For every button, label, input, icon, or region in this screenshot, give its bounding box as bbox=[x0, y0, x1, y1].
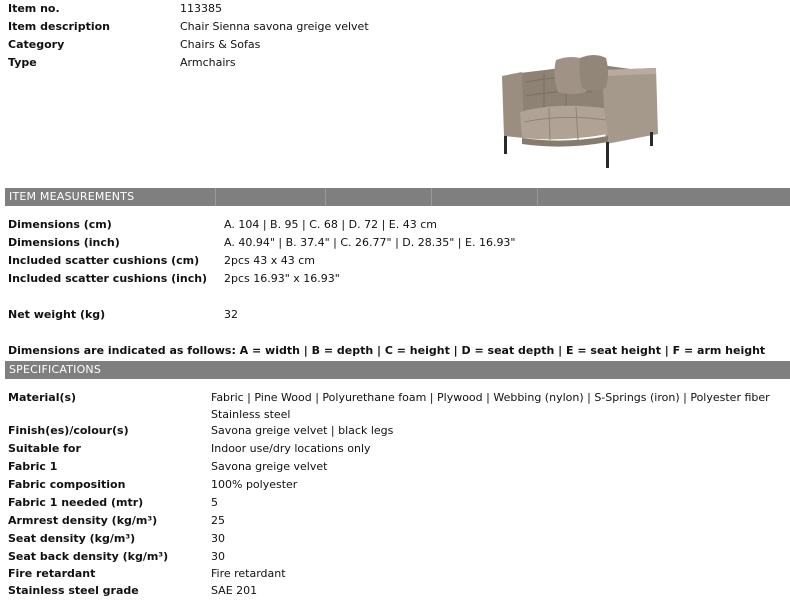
dimensions-inch-label: Dimensions (inch) bbox=[8, 236, 120, 249]
seat-density-label: Seat density (kg/m³) bbox=[8, 532, 136, 545]
armchair-product-image bbox=[494, 52, 664, 170]
dimensions-legend-note: Dimensions are indicated as follows: A = width | B = depth | C = height | D = seat depth | E = seat height | F = arm height bbox=[8, 344, 766, 357]
suitable-for-value: Indoor use/dry locations only bbox=[211, 442, 371, 455]
stainless-steel-grade-label: Stainless steel grade bbox=[8, 584, 139, 597]
scatter-cushions-cm-label: Included scatter cushions (cm) bbox=[8, 254, 200, 267]
item-no-label: Item no. bbox=[8, 2, 60, 15]
materials-value-continued: Stainless steel bbox=[211, 408, 291, 421]
seat-back-density-value: 30 bbox=[211, 550, 225, 563]
dimensions-inch-value: A. 40.94" | B. 37.4" | C. 26.77" | D. 28.35" | E. 16.93" bbox=[224, 236, 516, 249]
fabric-1-value: Savona greige velvet bbox=[211, 460, 328, 473]
fabric-needed-value: 5 bbox=[211, 496, 218, 509]
header-divider bbox=[537, 188, 538, 206]
finish-colour-label: Finish(es)/colour(s) bbox=[8, 424, 129, 437]
armchair-icon bbox=[494, 52, 664, 170]
specifications-title: SPECIFICATIONS bbox=[9, 363, 102, 376]
header-divider bbox=[431, 188, 432, 206]
header-divider bbox=[215, 188, 216, 206]
materials-value: Fabric | Pine Wood | Polyurethane foam | Plywood | Webbing (nylon) | S-Springs (iron) | Polyester fiber bbox=[211, 391, 770, 404]
scatter-cushions-inch-value: 2pcs 16.93" x 16.93" bbox=[224, 272, 340, 285]
category-label: Category bbox=[8, 38, 65, 51]
item-measurements-header bbox=[5, 188, 790, 206]
dimensions-cm-label: Dimensions (cm) bbox=[8, 218, 112, 231]
fire-retardant-value: Fire retardant bbox=[211, 567, 286, 580]
suitable-for-label: Suitable for bbox=[8, 442, 81, 455]
net-weight-value: 32 bbox=[224, 308, 238, 321]
type-label: Type bbox=[8, 56, 37, 69]
type-value: Armchairs bbox=[180, 56, 236, 69]
stainless-steel-grade-value: SAE 201 bbox=[211, 584, 258, 597]
dimensions-cm-value: A. 104 | B. 95 | C. 68 | D. 72 | E. 43 cm bbox=[224, 218, 437, 231]
net-weight-label: Net weight (kg) bbox=[8, 308, 106, 321]
item-description-label: Item description bbox=[8, 20, 110, 33]
scatter-cushions-cm-value: 2pcs 43 x 43 cm bbox=[224, 254, 316, 267]
fabric-composition-value: 100% polyester bbox=[211, 478, 298, 491]
finish-colour-value: Savona greige velvet | black legs bbox=[211, 424, 394, 437]
header-divider bbox=[325, 188, 326, 206]
armrest-density-value: 25 bbox=[211, 514, 225, 527]
fabric-1-label: Fabric 1 bbox=[8, 460, 58, 473]
seat-back-density-label: Seat back density (kg/m³) bbox=[8, 550, 169, 563]
specifications-header bbox=[5, 361, 790, 379]
fabric-needed-label: Fabric 1 needed (mtr) bbox=[8, 496, 144, 509]
fabric-composition-label: Fabric composition bbox=[8, 478, 126, 491]
item-no-value: 113385 bbox=[180, 2, 222, 15]
category-value: Chairs & Sofas bbox=[180, 38, 261, 51]
scatter-cushions-inch-label: Included scatter cushions (inch) bbox=[8, 272, 208, 285]
materials-label: Material(s) bbox=[8, 391, 77, 404]
item-description-value: Chair Sienna savona greige velvet bbox=[180, 20, 369, 33]
item-measurements-title: ITEM MEASUREMENTS bbox=[9, 190, 135, 203]
seat-density-value: 30 bbox=[211, 532, 225, 545]
armrest-density-label: Armrest density (kg/m³) bbox=[8, 514, 158, 527]
fire-retardant-label: Fire retardant bbox=[8, 567, 96, 580]
